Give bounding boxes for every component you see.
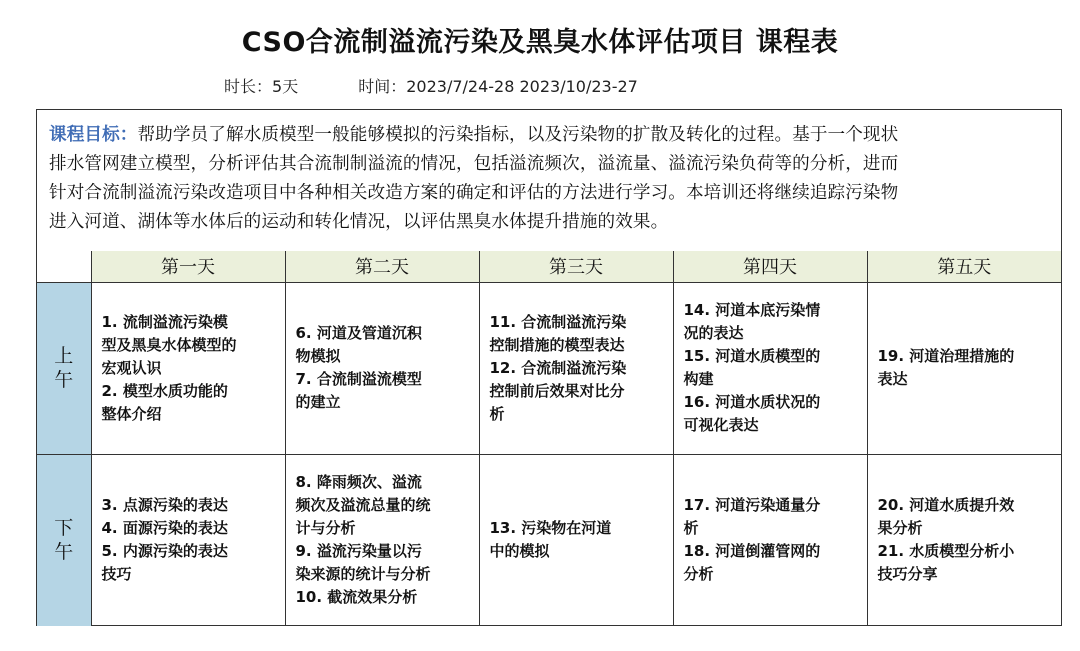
session-cell: [285, 454, 479, 626]
duration-label: 时长：: [224, 77, 273, 96]
session-cell: [479, 282, 673, 454]
session-line: 况的表达: [683, 324, 744, 342]
session-line: 17. 河道污染通量分: [683, 496, 821, 515]
session-line: 染来源的统计与分析: [295, 565, 431, 584]
course-meta: [224, 74, 638, 97]
session-line: 中的模拟: [489, 542, 550, 561]
session-cell: [673, 454, 867, 626]
page-title: CSO合流制溢流污染及黑臭水体评估项目 课程表: [241, 27, 839, 58]
session-line: 技巧: [101, 565, 132, 584]
period-char: 午: [54, 369, 74, 391]
session-line: 14. 河道本底污染情: [683, 301, 821, 319]
session-line: 3. 点源污染的表达: [101, 496, 228, 515]
goal-line: 排水管网建立模型，分析评估其合流制制溢流的情况，包括溢流频次，溢流量、溢流污染负荷等的分析，进而: [49, 154, 899, 174]
course-sheet: [36, 109, 1062, 626]
duration-value: 5天: [272, 77, 299, 96]
session-line: 型及黑臭水体模型的: [101, 335, 237, 354]
session-line: 18. 河道倒灌管网的: [683, 542, 821, 561]
goal-label: 课程目标：: [49, 125, 138, 145]
day-header: 第二天: [285, 251, 479, 282]
session-line: 6. 河道及管道沉积: [295, 324, 422, 342]
session-cell: [91, 282, 285, 454]
time-label: 时间：: [358, 77, 407, 96]
session-line: 12. 合流制溢流污染: [489, 358, 627, 377]
session-cell: [91, 454, 285, 626]
session-line: 9. 溢流污染量以污: [295, 542, 422, 561]
session-line: 表达: [877, 370, 908, 388]
session-line: 19. 河道治理措施的: [877, 347, 1015, 365]
session-cell: [867, 282, 1061, 454]
session-line: 整体介绍: [101, 404, 162, 423]
session-line: 11. 合流制溢流污染: [489, 312, 627, 331]
session-line: 频次及溢流总量的统: [295, 496, 431, 515]
morning-row: [37, 282, 1061, 454]
session-line: 7. 合流制溢流模型: [295, 370, 422, 388]
session-line: 宏观认识: [101, 358, 162, 377]
session-line: 控制措施的模型表达: [489, 335, 625, 354]
session-line: 8. 降雨频次、溢流: [295, 473, 422, 492]
session-line: 的建立: [295, 393, 341, 411]
session-line: 技巧分享: [877, 565, 938, 584]
corner-cell: [37, 251, 91, 282]
session-cell: [673, 282, 867, 454]
day-header: 第五天: [867, 251, 1061, 282]
session-line: 析: [489, 404, 505, 423]
period-char: 上: [54, 345, 74, 367]
session-cell: [867, 454, 1061, 626]
session-cell: [285, 282, 479, 454]
session-line: 21. 水质模型分析小: [877, 542, 1015, 561]
schedule-table: [37, 251, 1061, 626]
session-line: 4. 面源污染的表达: [101, 519, 228, 538]
session-line: 16. 河道水质状况的: [683, 393, 821, 411]
session-line: 15. 河道水质模型的: [683, 347, 821, 365]
session-line: 20. 河道水质提升效: [877, 496, 1015, 515]
session-line: 控制前后效果对比分: [489, 381, 625, 400]
afternoon-label: [37, 454, 91, 626]
session-line: 构建: [683, 370, 714, 388]
day-header: 第三天: [479, 251, 673, 282]
day-header: 第四天: [673, 251, 867, 282]
session-line: 5. 内源污染的表达: [101, 542, 228, 561]
session-line: 可视化表达: [683, 416, 759, 434]
session-line: 2. 模型水质功能的: [101, 381, 228, 400]
course-goal: [37, 110, 1061, 252]
session-line: 分析: [683, 565, 714, 584]
session-line: 计与分析: [295, 519, 356, 538]
goal-line: 进入河道、湖体等水体后的运动和转化情况，以评估黑臭水体提升措施的效果。: [49, 212, 669, 232]
session-line: 13. 污染物在河道: [489, 519, 612, 538]
goal-line: 帮助学员了解水质模型一般能够模拟的污染指标，以及污染物的扩散及转化的过程。基于一个现状: [137, 125, 899, 145]
day-header-row: [37, 251, 1061, 282]
period-char: 午: [54, 541, 74, 564]
afternoon-row: [37, 454, 1061, 626]
day-header: 第一天: [91, 251, 285, 282]
session-line: 析: [683, 519, 699, 538]
session-line: 1. 流制溢流污染模: [101, 312, 228, 331]
goal-line: 针对合流制溢流污染改造项目中各种相关改造方案的确定和评估的方法进行学习。本培训还将继续追踪污染物: [49, 183, 899, 203]
session-cell: [479, 454, 673, 626]
session-line: 果分析: [877, 519, 923, 538]
session-line: 物模拟: [295, 347, 341, 365]
session-line: 10. 截流效果分析: [295, 588, 418, 607]
period-char: 下: [54, 517, 74, 540]
morning-label: [37, 282, 91, 454]
time-value: 2023/7/24-28 2023/10/23-27: [406, 77, 638, 96]
